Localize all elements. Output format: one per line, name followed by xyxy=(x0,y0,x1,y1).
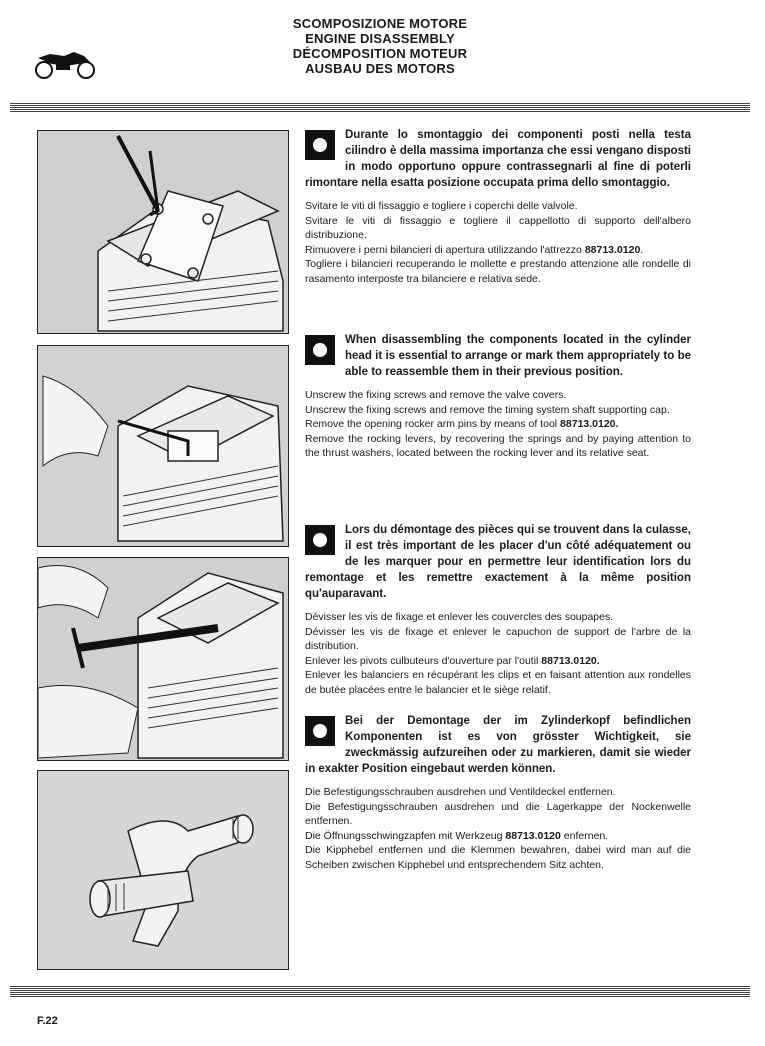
instruction-paragraph: Die Befestigungsschrauben ausdrehen und die Lagerkappe der Nockenwelle entfernen. xyxy=(305,800,691,827)
instruction-text: Remove the opening rocker arm pins by means of tool xyxy=(305,418,561,430)
instruction-paragraph: Svitare le viti di fissaggio e togliere il cappellotto di supporto dell'albero distribuzione. xyxy=(305,214,691,241)
section-body xyxy=(305,785,691,872)
instruction-paragraph xyxy=(305,417,691,432)
instruction-paragraph: Remove the rocking levers, by recovering the springs and by paying attention to the thrust washers, located between the rocking lever and its relative seat. xyxy=(305,432,691,459)
instruction-text: . xyxy=(640,243,644,256)
illustration-rocker-arm xyxy=(37,770,289,970)
header-title-de: AUSBAU DES MOTORS xyxy=(305,61,455,76)
instruction-paragraph: Die Kipphebel entfernen und die Klemmen bewahren, dabei wird man auf die Scheiben zwischen Kipphebel und entsprechendem Sitz achten. xyxy=(305,844,691,871)
top-divider xyxy=(10,103,750,113)
bottom-divider xyxy=(10,986,750,998)
tool-code: 88713.0120 xyxy=(505,829,561,842)
tool-code: 88713.0120. xyxy=(560,418,619,430)
illustration-valve-cover-removal xyxy=(37,130,289,334)
instruction-paragraph xyxy=(305,654,691,669)
instruction-paragraph: Unscrew the fixing screws and remove the valve covers. xyxy=(305,389,567,401)
section-heading: Durante lo smontaggio dei componenti posti nella testa cilindro è della massima importanza che essi vengano disposti in modo opportuno oppure contrassegnarli al fine di poterli rimontare nella esatta posizione occupata prima dello smontaggio. xyxy=(305,129,691,189)
illustration-rocker-pin-puller xyxy=(37,557,289,761)
header-title-en: ENGINE DISASSEMBLY xyxy=(305,31,455,46)
section-body xyxy=(305,388,691,461)
bullet-marker-icon xyxy=(305,525,335,555)
instruction-paragraph xyxy=(305,243,691,258)
header-title-it: SCOMPOSIZIONE MOTORE xyxy=(292,16,468,31)
instruction-paragraph: Svitare le viti di fissaggio e togliere i coperchi delle valvole. xyxy=(305,200,578,212)
instruction-paragraph: Togliere i bilancieri recuperando le mollette e prestando attenzione alle rondelle di rasamento interposte tra bilanciere e relativa sede. xyxy=(305,258,691,285)
tool-code: 88713.0120. xyxy=(541,654,600,667)
instruction-text: enfernen. xyxy=(560,829,609,842)
motorcycle-logo-icon xyxy=(30,46,100,80)
section-body xyxy=(305,610,691,697)
instruction-paragraph: Unscrew the fixing screws and remove the timing system shaft supporting cap. xyxy=(305,403,670,416)
header-title-fr: DÉCOMPOSITION MOTEUR xyxy=(292,46,468,61)
instruction-text: Enlever les pivots culbuteurs d'ouverture par l'outil xyxy=(305,654,542,667)
instruction-paragraph: Dévisser les vis de fixage et enlever les couvercles des soupapes. xyxy=(305,611,614,623)
instruction-text: Die Öffnungsschwingzapfen mit Werkzeug xyxy=(305,829,506,842)
instruction-paragraph: Die Befestigungsschrauben ausdrehen und Ventildeckel entfernen. xyxy=(305,786,616,798)
bullet-marker-icon xyxy=(305,335,335,365)
instruction-paragraph: Dévisser les vis de fixage et enlever le capuchon de support de l'arbre de la distribution. xyxy=(305,625,691,652)
instruction-text: Rimuovere i perni bilancieri di apertura utilizzando l'attrezzo xyxy=(305,243,585,256)
bullet-marker-icon xyxy=(305,716,335,746)
illustration-cap-removal xyxy=(37,345,289,547)
instruction-paragraph xyxy=(305,829,691,844)
section-english xyxy=(305,332,691,461)
section-body xyxy=(305,199,691,286)
page-header xyxy=(230,16,530,76)
section-italian xyxy=(305,127,691,286)
section-french xyxy=(305,522,691,697)
page-number: F.22 xyxy=(37,1015,58,1027)
tool-code: 88713.0120 xyxy=(584,243,641,256)
section-heading: Lors du démontage des pièces qui se trouvent dans la culasse, il est très important de les placer d'un côté adéquatement ou de les marquer pour en permettre leur identification lors du remontage et les remettre exactement à la même position qu'auparavant. xyxy=(305,524,691,600)
section-german xyxy=(305,713,691,872)
bullet-marker-icon xyxy=(305,130,335,160)
section-heading: When disassembling the components located in the cylinder head it is essential to arrange or mark them appropriately to be able to reassemble them in their previous position. xyxy=(345,334,691,378)
instruction-paragraph: Enlever les balanciers en récupérant les clips et en faisant attention aux rondelles de butée placées entre le balancier et le siège relatif. xyxy=(305,669,691,696)
section-heading: Bei der Demontage der im Zylinderkopf befindlichen Komponenten ist es von grösster Wichtigkeit, sie zweckmässig aufzureihen oder zu markieren, damit sie wieder in exakter Position eingebaut werden können. xyxy=(305,715,691,775)
